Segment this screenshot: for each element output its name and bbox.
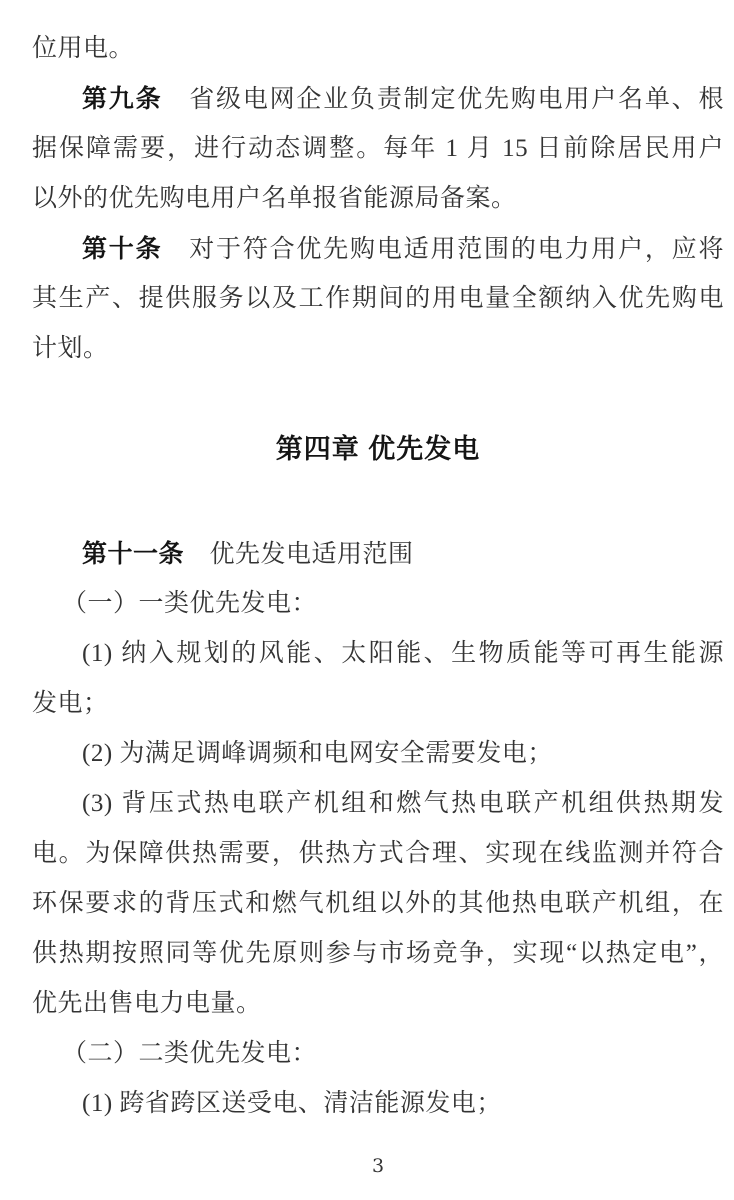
article-text: 省级电网企业负责制定优先购电用户名单、根 [162, 86, 724, 113]
chapter-heading: 第四章 优先发电 [275, 434, 481, 464]
text-line: （一）一类优先发电： [62, 590, 318, 617]
text-line: 电。为保障供热需要，供热方式合理、实现在线监测并符合 [32, 840, 724, 867]
text-line: (3) 背压式热电联产机组和燃气热电联产机组供热期发 [82, 790, 724, 817]
article-number-label: 第九条 [82, 85, 163, 113]
document-body [32, 24, 724, 1129]
text-line [32, 74, 724, 124]
text-line: （二）二类优先发电： [62, 1040, 318, 1067]
text-line: 以外的优先购电用户名单报省能源局备案。 [32, 185, 517, 212]
text-line: 计划。 [32, 335, 109, 362]
text-line: 其生产、提供服务以及工作期间的用电量全额纳入优先购电 [32, 285, 724, 312]
text-line: (2) 为满足调峰调频和电网安全需要发电； [82, 740, 553, 767]
page-number: 3 [371, 1155, 385, 1177]
text-line: 供热期按照同等优先原则参与市场竞争，实现“以热定电”， [32, 940, 724, 967]
text-line: 位用电。 [32, 35, 135, 62]
text-line: 据保障需要，进行动态调整。每年 1 月 15 日前除居民用户 [32, 135, 724, 162]
article-text: 对于符合优先购电适用范围的电力用户，应将 [162, 236, 724, 263]
text-line: (1) 纳入规划的风能、太阳能、生物质能等可再生能源 [82, 640, 724, 667]
article-text: 优先发电适用范围 [184, 541, 414, 568]
text-line: 优先出售电力电量。 [32, 990, 262, 1017]
text-line: (1) 跨省跨区送受电、清洁能源发电； [82, 1090, 502, 1117]
text-line [32, 529, 724, 579]
article-number-label: 第十条 [82, 235, 163, 263]
text-line [32, 224, 724, 274]
article-number-label: 第十一条 [82, 540, 185, 568]
text-line: 环保要求的背压式和燃气机组以外的其他热电联产机组，在 [32, 890, 724, 917]
text-line: 发电； [32, 690, 109, 717]
